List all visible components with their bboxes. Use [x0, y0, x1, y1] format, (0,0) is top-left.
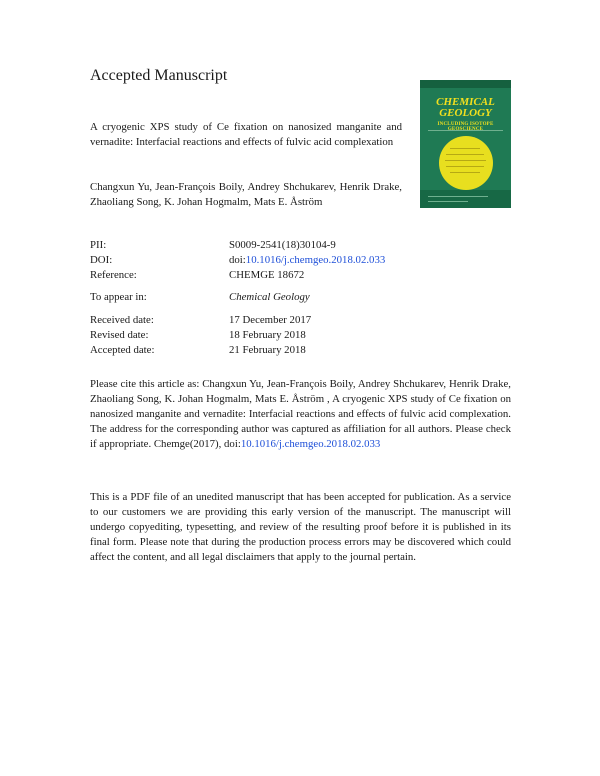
- citation-doi-link[interactable]: 10.1016/j.chemgeo.2018.02.033: [240, 438, 381, 450]
- accepted-date: 21 February 2018: [229, 344, 306, 356]
- doi-link[interactable]: 10.1016/j.chemgeo.2018.02.033: [245, 254, 386, 266]
- citation-paragraph: [90, 377, 511, 452]
- cover-disc-text-line: [446, 154, 484, 155]
- cover-top-strip: [420, 80, 511, 88]
- journal-cover-image: [420, 80, 511, 208]
- cover-title-line1: CHEMICAL: [436, 96, 495, 108]
- citation-text: Please cite this article as: Changxun Yu, Jean-François Boily, Andrey Shchukarev, Henrik Drake, Zhaoliang Song, K. Johan Hogmalm, Mats E. Åström , A cryogenic XPS study of Ce fixation on nanosized manganite and vernadite: Interfacial reactions and effects of fulvic acid complexation. The address for the corresponding author was captured as affiliation for all authors. Please check if appropriate. Chemge(2017), doi:: [90, 378, 511, 450]
- journal-name: Chemical Geology: [229, 291, 310, 303]
- reference-label: Reference:: [90, 269, 137, 281]
- doi-label: DOI:: [90, 254, 113, 266]
- cover-disc-graphic: [439, 136, 493, 190]
- appear-label: To appear in:: [90, 291, 147, 303]
- reference-value: CHEMGE 18672: [229, 269, 305, 281]
- cover-disc-text-line: [445, 160, 486, 161]
- article-title: A cryogenic XPS study of Ce fixation on nanosized manganite and vernadite: Interfacial reactions and effects of fulvic acid complexation: [90, 121, 402, 148]
- pii-value: S0009-2541(18)30104-9: [229, 239, 336, 251]
- author-list: Changxun Yu, Jean-François Boily, Andrey Shchukarev, Henrik Drake, Zhaoliang Song, K. Johan Hogmalm, Mats E. Åström: [90, 181, 402, 208]
- cover-disc-text-line: [450, 148, 480, 149]
- received-date: 17 December 2017: [229, 314, 312, 326]
- revised-date: 18 February 2018: [229, 329, 306, 341]
- cover-title-line2: GEOLOGY: [439, 107, 492, 119]
- cover-disc-text-line: [446, 166, 484, 167]
- cover-footer-line: [428, 201, 468, 202]
- doi-prefix: doi:: [229, 254, 246, 266]
- doi-value: [229, 253, 385, 268]
- cover-footer: [420, 190, 511, 208]
- cover-subtitle: INCLUDING ISOTOPE: [437, 122, 494, 127]
- cover-rule: [428, 130, 503, 131]
- cover-disc-text-line: [450, 172, 480, 173]
- revised-label: Revised date:: [90, 329, 149, 341]
- cover-footer-line: [428, 196, 488, 197]
- page-heading: Accepted Manuscript: [90, 67, 228, 84]
- received-label: Received date:: [90, 314, 154, 326]
- manuscript-notice: This is a PDF file of an unedited manuscript that has been accepted for publication. As a service to our customers we are providing this early version of the manuscript. The manuscript will undergo copyediting, typesetting, and review of the resulting proof before it is published in its final form. Please note that during the production process errors may be discovered which could affect the content, and all legal disclaimers that apply to the journal pertain.: [90, 491, 511, 563]
- pii-label: PII:: [90, 239, 107, 251]
- accepted-label: Accepted date:: [90, 344, 155, 356]
